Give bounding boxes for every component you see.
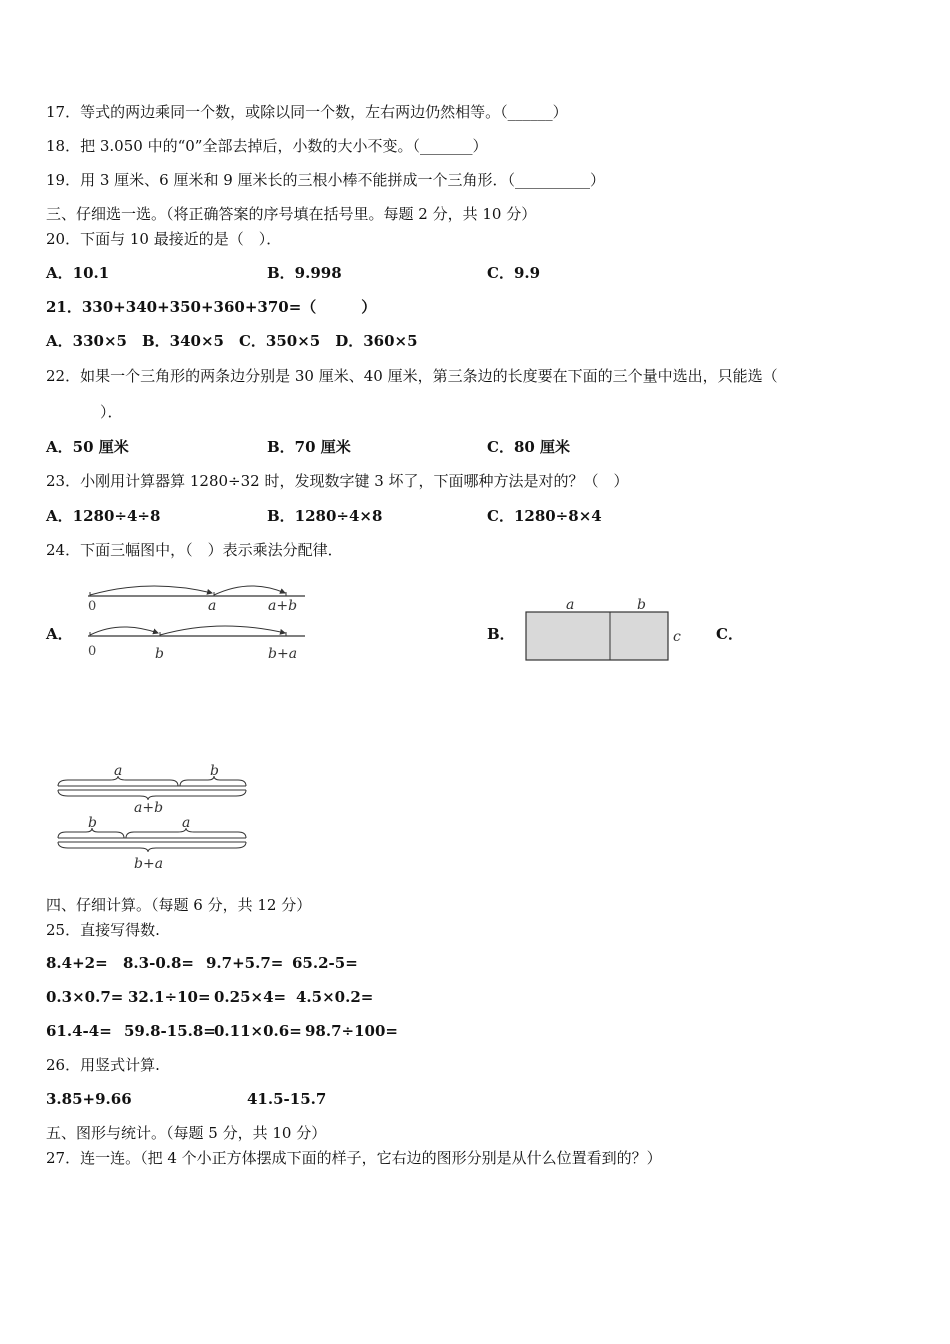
question-19: 19．用 3 厘米、6 厘米和 9 厘米长的三根小棒不能拼成一个三角形．（__________）: [46, 171, 606, 189]
fig-b-label-c: c: [673, 629, 681, 645]
q26-item-1: 3.85+9.66: [46, 1090, 132, 1108]
q20-option-b: B．9.998: [267, 264, 342, 282]
q23-option-a: A．1280÷4÷8: [46, 507, 161, 525]
fig-a-zero-1: 0: [88, 599, 97, 614]
question-20-stem: 20．下面与 10 最接近的是（ ）．: [46, 230, 282, 248]
question-18: 18．把 3.050 中的“0”全部去掉后，小数的大小不变。（_______）: [46, 137, 488, 155]
fig-a-zero-2: 0: [88, 644, 97, 659]
question-22-stem: 22．如果一个三角形的两条边分别是 30 厘米、40 厘米，第三条边的长度要在下面的三个量中选出，只能选（: [46, 367, 778, 385]
q23-option-c: C．1280÷8×4: [487, 507, 602, 525]
q25-r2-c1: 0.3×0.7=: [46, 988, 124, 1006]
fig-a-label-a: a: [208, 598, 217, 614]
q23-option-b: B．1280÷4×8: [267, 507, 383, 525]
question-25-stem: 25．直接写得数.: [46, 921, 160, 939]
fig-c-bottom-b: b: [88, 815, 97, 831]
q25-r1-c4: 65.2-5=: [292, 954, 358, 972]
q25-r2-c2: 32.1÷10=: [128, 988, 211, 1006]
question-17: 17．等式的两边乘同一个数，或除以同一个数，左右两边仍然相等。（______）: [46, 103, 568, 121]
fig-b-label-b: b: [637, 597, 646, 613]
q25-r1-c2: 8.3-0.8=: [123, 954, 194, 972]
q25-r3-c2: 59.8-15.8=: [124, 1022, 216, 1040]
fig-a-label-bpa: b+a: [268, 646, 298, 662]
q25-r1-c3: 9.7+5.7=: [206, 954, 284, 972]
fig-c-top-b: b: [210, 763, 219, 779]
figure-b-rectangle: [520, 594, 690, 666]
q24-label-a: A．: [46, 625, 73, 643]
figure-a-number-lines: [80, 576, 320, 666]
figure-c-braces: [50, 758, 260, 876]
question-26-stem: 26．用竖式计算.: [46, 1056, 160, 1074]
question-24-stem: 24．下面三幅图中，（ ）表示乘法分配律．: [46, 541, 343, 559]
fig-c-top-a: a: [114, 763, 123, 779]
fig-c-sum-bpa: b+a: [134, 856, 164, 872]
fig-c-sum-apb: a+b: [134, 800, 164, 816]
fig-c-bottom-a: a: [182, 815, 191, 831]
q21-options: A．330×5 B．340×5 C．350×5 D．360×5: [46, 332, 418, 350]
q26-item-2: 41.5-15.7: [247, 1090, 327, 1108]
q22-option-b: B．70 厘米: [267, 438, 351, 456]
q25-r1-c1: 8.4+2=: [46, 954, 108, 972]
q25-r2-c4: 4.5×0.2=: [296, 988, 374, 1006]
section-5-heading: 五、图形与统计。（每题 5 分，共 10 分）: [46, 1124, 327, 1142]
section-4-heading: 四、仔细计算。（每题 6 分，共 12 分）: [46, 896, 312, 914]
fig-b-label-a: a: [566, 597, 575, 613]
q24-label-b: B．: [487, 625, 515, 643]
question-21-stem: 21．330+340+350+360+370=（ ）: [46, 298, 377, 316]
q25-r3-c3: 0.11×0.6=: [214, 1022, 302, 1040]
q22-option-c: C．80 厘米: [487, 438, 571, 456]
question-23-stem: 23．小刚用计算器算 1280÷32 时，发现数字键 3 坏了，下面哪种方法是对的？（ ）: [46, 472, 629, 490]
section-3-heading: 三、仔细选一选。（将正确答案的序号填在括号里。每题 2 分，共 10 分）: [46, 205, 537, 223]
question-22-stem-end: ）．: [100, 403, 123, 421]
q20-option-a: A．10.1: [46, 264, 110, 282]
q20-option-c: C．9.9: [487, 264, 541, 282]
q25-r3-c4: 98.7÷100=: [305, 1022, 398, 1040]
fig-a-label-apb: a+b: [268, 598, 298, 614]
q22-option-a: A．50 厘米: [46, 438, 129, 456]
q25-r3-c1: 61.4-4=: [46, 1022, 112, 1040]
fig-a-label-b: b: [155, 646, 164, 662]
q25-r2-c3: 0.25×4=: [214, 988, 287, 1006]
question-27: 27．连一连。（把 4 个小正方体摆成下面的样子，它右边的图形分别是从什么位置看到的？）: [46, 1149, 662, 1167]
q24-label-c: C．: [716, 625, 743, 643]
